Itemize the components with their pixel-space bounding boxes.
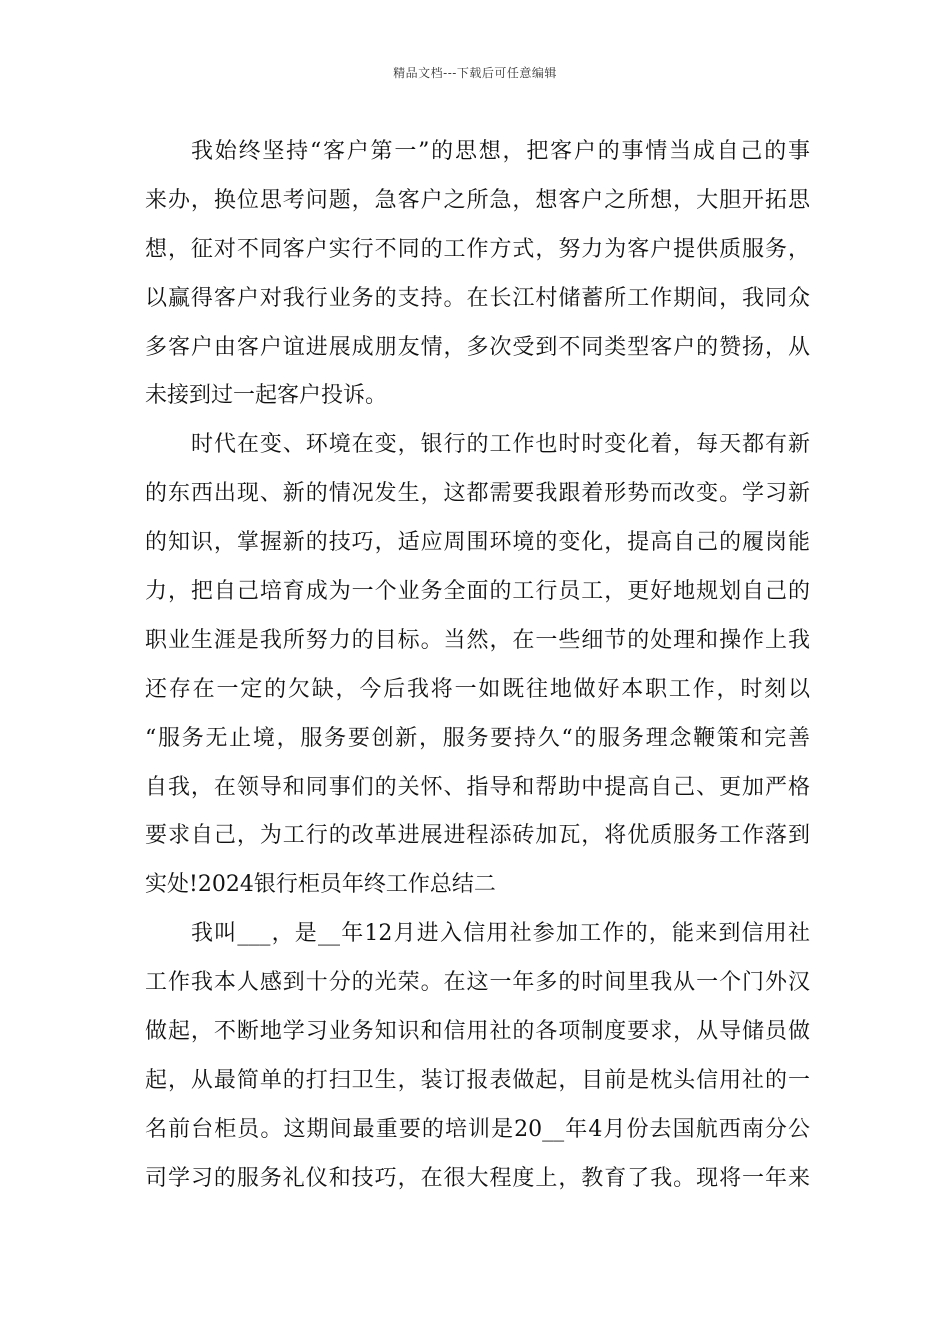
body-text: [145, 128, 810, 1204]
text-line: 自我，在领导和同事们的关怀、指导和帮助中提高自己、更加严格: [145, 774, 810, 800]
text-line: 起，从最简单的打扫卫生，装订报表做起，目前是枕头信用社的一: [145, 1067, 810, 1093]
text-line: 以赢得客户对我行业务的支持。在长江村储蓄所工作期间，我同众: [145, 285, 810, 311]
text-line: “服务无止境，服务要创新，服务要持久“的服务理念鞭策和完善: [145, 725, 810, 751]
text-line: 的东西出现、新的情况发生，这都需要我跟着形势而改变。学习新: [145, 481, 810, 507]
text-line: 还存在一定的欠缺，今后我将一如既往地做好本职工作，时刻以: [145, 676, 810, 702]
text-line: 要求自己，为工行的改革进展进程添砖加瓦，将优质服务工作落到: [145, 823, 810, 849]
text-line: 多客户由客户谊进展成朋友情，多次受到不同类型客户的赞扬，从: [145, 334, 810, 360]
text-line: 实处!2024银行柜员年终工作总结二: [145, 872, 496, 898]
page-header: 精品文档---下载后可任意编辑: [393, 66, 557, 80]
text-line: 力，把自己培育成为一个业务全面的工行员工，更好地规划自己的: [145, 579, 810, 605]
text-line: 名前台柜员。这期间最重要的培训是20__年4月份去国航西南分公: [145, 1116, 810, 1142]
text-line: 工作我本人感到十分的光荣。在这一年多的时间里我从一个门外汉: [145, 970, 810, 996]
text-line: 司学习的服务礼仪和技巧，在很大程度上，教育了我。现将一年来: [145, 1165, 810, 1191]
text-line: 想，征对不同客户实行不同的工作方式，努力为客户提供质服务，: [145, 236, 810, 262]
text-line: 时代在变、环境在变，银行的工作也时时变化着，每天都有新: [191, 432, 810, 458]
text-line: 来办，换位思考问题，急客户之所急，想客户之所想，大胆开拓思: [145, 187, 810, 213]
text-line: 做起，不断地学习业务知识和信用社的各项制度要求，从导储员做: [145, 1019, 810, 1045]
text-line: 我叫___，是__年12月进入信用社参加工作的，能来到信用社: [191, 921, 810, 947]
text-line: 未接到过一起客户投诉。: [145, 383, 388, 409]
text-line: 我始终坚持“客户第一”的思想，把客户的事情当成自己的事: [191, 139, 810, 164]
text-line: 的知识，掌握新的技巧，适应周围环境的变化，提高自己的履岗能: [145, 530, 810, 556]
text-line: 职业生涯是我所努力的目标。当然，在一些细节的处理和操作上我: [145, 627, 810, 653]
